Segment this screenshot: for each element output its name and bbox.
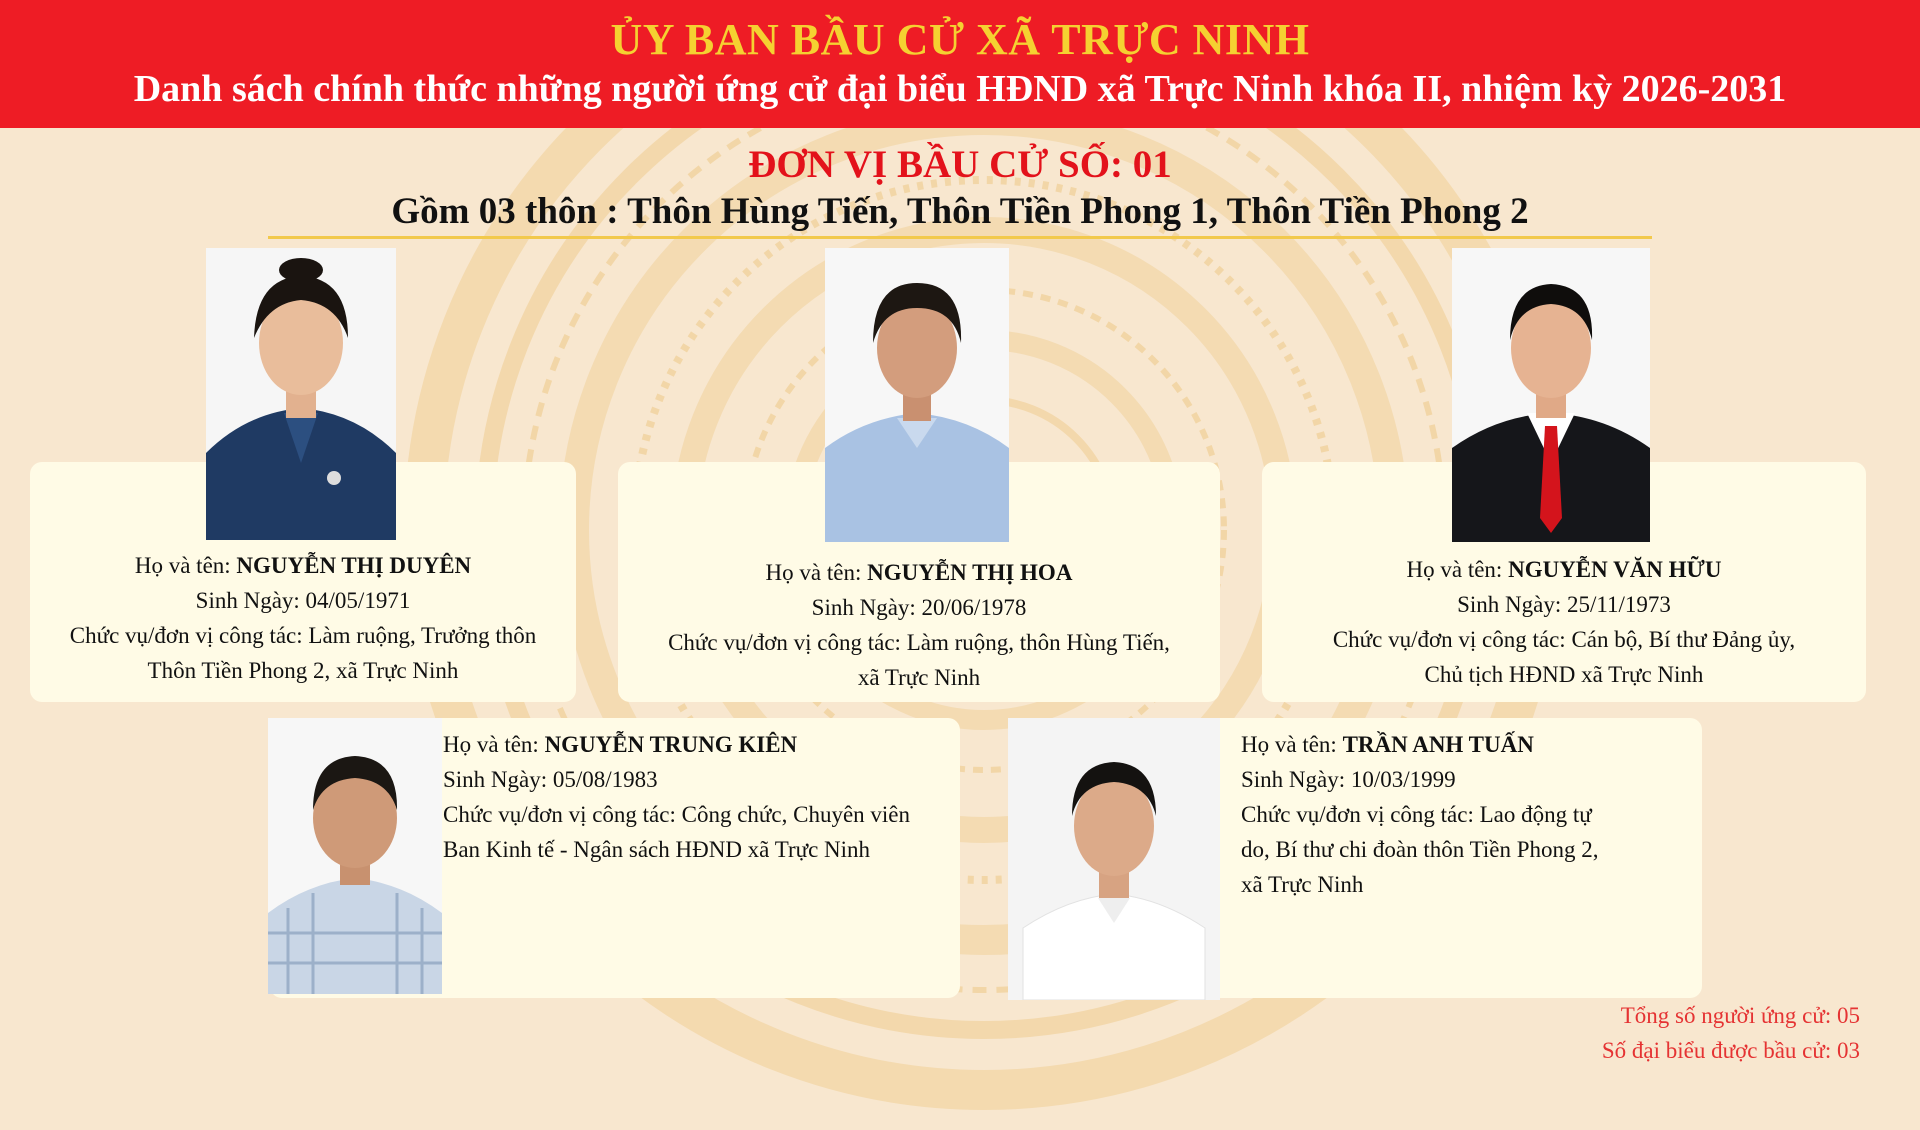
position-label: Chức vụ/đơn vị công tác: — [443, 802, 682, 827]
candidate-name: NGUYỄN THỊ HOA — [867, 560, 1073, 585]
dob-label: Sinh Ngày: — [811, 595, 922, 620]
election-unit-villages: Gồm 03 thôn : Thôn Hùng Tiến, Thôn Tiền Phong 1, Thôn Tiền Phong 2 — [391, 191, 1529, 232]
name-label: Họ và tên: — [765, 560, 868, 585]
dob-label: Sinh Ngày: — [1457, 592, 1567, 617]
name-label: Họ và tên: — [1406, 557, 1509, 582]
position-label: Chức vụ/đơn vị công tác: — [1332, 627, 1572, 652]
candidate-position: Làm ruộng, Trưởng thôn — [308, 623, 537, 648]
candidate-name: NGUYỄN THỊ DUYÊN — [236, 553, 472, 578]
candidate-info — [1262, 552, 1866, 692]
candidate-position-cont: Thôn Tiền Phong 2, xã Trực Ninh — [147, 658, 459, 683]
candidate-position-cont: xã Trực Ninh — [857, 665, 981, 690]
candidate-photo — [1008, 718, 1220, 1000]
dob-label: Sinh Ngày: — [443, 767, 553, 792]
candidate-info — [618, 555, 1220, 695]
position-label: Chức vụ/đơn vị công tác: — [69, 623, 309, 648]
candidate-dob: 20/06/1978 — [921, 595, 1027, 620]
candidate-photo — [825, 248, 1009, 542]
candidate-position: Cán bộ, Bí thư Đảng ủy, — [1571, 627, 1796, 652]
candidate-dob: 04/05/1971 — [305, 588, 411, 613]
header-banner — [0, 0, 1920, 128]
candidate-info — [30, 548, 576, 688]
candidate-name: NGUYỄN VĂN HỮU — [1508, 557, 1722, 582]
candidate-dob: 05/08/1983 — [552, 767, 658, 792]
dob-label: Sinh Ngày: — [1241, 767, 1351, 792]
list-subtitle: Danh sách chính thức những người ứng cử đại biểu HĐND xã Trực Ninh khóa II, nhiệm kỳ 2026-2031 — [133, 68, 1787, 110]
candidate-position: Lao động tự — [1479, 802, 1592, 827]
candidate-info — [443, 727, 963, 867]
name-label: Họ và tên: — [443, 732, 545, 757]
candidate-photo — [1452, 248, 1650, 542]
candidate-info — [1241, 727, 1691, 902]
total-delegates: Số đại biểu được bầu cử: 03 — [1601, 1038, 1860, 1063]
candidate-position: Công chức, Chuyên viên — [681, 802, 910, 827]
position-label: Chức vụ/đơn vị công tác: — [668, 630, 907, 655]
candidate-photo — [268, 718, 442, 994]
name-label: Họ và tên: — [134, 553, 237, 578]
candidate-photo — [206, 248, 396, 540]
candidate-dob: 10/03/1999 — [1350, 767, 1456, 792]
candidate-position-cont: xã Trực Ninh — [1241, 872, 1364, 897]
candidate-position-cont: Ban Kinh tế - Ngân sách HĐND xã Trực Ninh — [443, 837, 871, 862]
candidate-position: Làm ruộng, thôn Hùng Tiến, — [906, 630, 1170, 655]
election-unit-title: ĐƠN VỊ BẦU CỬ SỐ: 01 — [748, 143, 1172, 186]
candidate-dob: 25/11/1973 — [1566, 592, 1671, 617]
divider — [268, 236, 1652, 239]
total-candidates: Tổng số người ứng cử: 05 — [1620, 1003, 1860, 1028]
totals — [1602, 998, 1860, 1068]
candidate-name: TRẦN ANH TUẤN — [1342, 732, 1534, 757]
candidate-name: NGUYỄN TRUNG KIÊN — [544, 732, 798, 757]
committee-title: ỦY BAN BẦU CỬ XÃ TRỰC NINH — [610, 15, 1310, 64]
candidate-position-cont: Chủ tịch HĐND xã Trực Ninh — [1424, 662, 1704, 687]
candidate-position-cont: do, Bí thư chi đoàn thôn Tiền Phong 2, — [1241, 837, 1599, 862]
dob-label: Sinh Ngày: — [195, 588, 306, 613]
name-label: Họ và tên: — [1241, 732, 1343, 757]
position-label: Chức vụ/đơn vị công tác: — [1241, 802, 1480, 827]
